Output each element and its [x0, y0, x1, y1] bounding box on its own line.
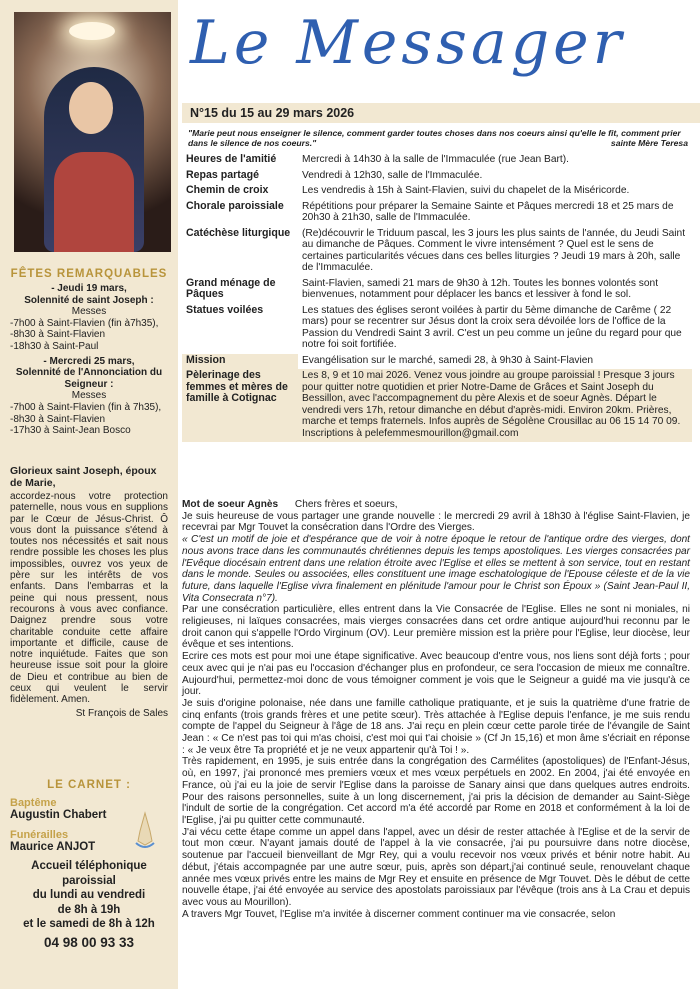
- schedule-key: Chorale paroissiale: [186, 199, 284, 212]
- schedule-value: (Re)découvrir le Triduum pascal, les 3 jours les plus saints de l'année, du Jeudi Saint au dimanche de Pâques. Comment le vivre intensément ? Quel est le sens de certaines particularités vécues dans ces belles liturgies ? Jeudi 19 mars à 20h, salle de l'Immaculée.: [302, 227, 686, 273]
- bapteme-name: Augustin Chabert: [10, 809, 107, 821]
- schedule-row: [182, 184, 692, 200]
- newsletter-title: Le Messager: [190, 8, 626, 78]
- virgin-mary-image: [14, 12, 171, 252]
- prayer-title: Glorieux saint Joseph, époux de Marie,: [0, 463, 178, 491]
- schedule-row: [182, 153, 692, 169]
- fete2-line: -8h30 à Saint-Flavien: [10, 413, 106, 425]
- schedule-key: Chemin de croix: [186, 184, 269, 196]
- schedule-value: Mercredi à 14h30 à la salle de l'Immaculée (rue Jean Bart).: [302, 154, 569, 165]
- article-paragraph: Je suis heureuse de vous partager une grande nouvelle : le mercredi 29 avril à 18h30 à l'église Saint-Flavien, je recevrai par Mgr Touvet la consécration dans l'Ordre des Vierges.: [182, 510, 690, 534]
- schedule-key: Repas partagé: [186, 168, 260, 181]
- accueil-line: paroissial: [62, 874, 116, 887]
- schedule-row: [182, 227, 692, 277]
- schedule-key: Grand ménage de Pâques: [186, 276, 276, 300]
- schedule-value: Vendredi à 12h30, salle de l'Immaculée.: [302, 169, 483, 181]
- accueil-line: et le samedi de 8h à 12h: [23, 918, 155, 930]
- article-paragraph: A travers Mgr Touvet, l'Eglise m'a invitée à discerner comment continuer ma vie consacrée, selon: [182, 908, 616, 920]
- header-quote: [188, 128, 688, 148]
- prayer-body: accordez-nous votre protection paternelle, nous vous en supplions par le Cœur de Jésus-Christ. Ô vous dont la puissance s'étend à toutes nos nécessités et sait nous rendre possible les choses les plus impossibles, ouvrez vos yeux de père sur les intérêts de vos enfants. Dans l'embarras et la peine qui nous pressent, nous recourons à vous avec confiance. Daignez prendre sous votre charitable conduite cette affaire importante et difficile, cause de notre inquiétude. Faites que son heureuse issue soit pour la gloire de Dieu et contribue au bien de ceux qui veulent le servir fidèlement. Amen.: [10, 491, 168, 706]
- fete1-line: -18h30 à Saint-Paul: [10, 340, 99, 352]
- carnet-title: LE CARNET :: [47, 779, 131, 791]
- fete1-line: -8h30 à Saint-Flavien: [10, 329, 106, 341]
- schedule-key: Pèlerinage des femmes et mères de famille à Cotignac: [182, 369, 298, 442]
- funerailles-name: Maurice ANJOT: [10, 841, 96, 853]
- article-heading: Mot de soeur Agnès: [182, 499, 279, 510]
- article-greeting: Chers frères et soeurs,: [294, 499, 398, 510]
- article-paragraph: J'ai vécu cette étape comme un appel dans l'appel, avec un désir de rester attachée à l'Eglise et de la servir de tout mon cœur. N'ayant jamais douté de l'appel à la vie consacrée, j'ai pu poursuivre dans notre diocèse, soutenue par l'accueil bienveillant de Mgr Rey, qui a voulu recevoir nos vœux privés et bénir notre habit. Au début, j'étais accompagnée par une autre sœur, puis, après son départ,j'ai continué seule, renouvelant chaque année mes vœux privés entre les mains de Mgr Rey et ensuite en présence de Mgr Touvet. Dès le début de cette nouvelle étape, j'ai été envoyée au service des apostolats paroissiaux par l'évêque (trois ans à La Crau et depuis avec vous au Mourillon).: [182, 826, 690, 908]
- schedule-row: [182, 169, 692, 185]
- schedule-value: Saint-Flavien, samedi 21 mars de 9h30 à 12h. Toutes les bonnes volontés sont bienvenues, notamment pour déplacer les bancs et lessiver à fond le sol.: [302, 277, 659, 300]
- schedule-value: Les vendredis à 15h à Saint-Flavien, suivi du chapelet de la Miséricorde.: [302, 185, 630, 196]
- article: [182, 499, 690, 920]
- schedule-key: Statues voilées: [186, 303, 264, 316]
- schedule-row: [182, 369, 692, 442]
- fete1-sub: Solennité de saint Joseph :: [24, 294, 154, 306]
- schedule-row: [182, 200, 692, 227]
- schedule-key: Catéchèse liturgique: [186, 226, 291, 239]
- schedule-value: Les 8, 9 et 10 mai 2026. Venez vous joindre au groupe paroissial ! Presque 3 jours pour quitter notre quotidien et prier Notre-Dame de Grâces et Saint Joseph du Bessillon, avec l'accompagnement du père Alexis et de soeur Agnès. Départ le vendredi vers 17h, retour dimanche en début d'après-midi. Environ 20km. Prières, marche et temps fraternels. Infos auprès de Ségolène Crousillac au 06 15 14 70 09. Inscriptions à pelefemmesmourillon@gmail.com: [298, 369, 692, 442]
- carnet-box: [0, 775, 178, 989]
- schedule-table: [182, 153, 692, 442]
- praying-hands-icon: [132, 811, 158, 849]
- accueil-line: du lundi au vendredi: [32, 889, 146, 901]
- accueil-line: de 8h à 19h: [57, 903, 121, 916]
- fete1-line: -7h00 à Saint-Flavien (fin à7h35),: [10, 317, 159, 329]
- schedule-key: Mission: [182, 354, 298, 370]
- fete2-line: -17h30 à Saint-Jean Bosco: [10, 425, 131, 437]
- schedule-value: Evangélisation sur le marché, samedi 28, à 9h30 à Saint-Flavien: [298, 354, 692, 370]
- schedule-key: Heures de l'amitié: [186, 153, 277, 165]
- issue-bar: N°15 du 15 au 29 mars 2026: [182, 103, 700, 123]
- article-paragraph: Ecrire ces mots est pour moi une étape significative. Avec beaucoup d'entre vous, nos liens sont déjà forts ; pour ceux avec qui je n'ai pas eu l'occasion d'échanger plus en profondeur, ce sera l'occasion de mieux me connaître. Aujourd'hui, permettez-moi donc de vous témoigner comment je vois que le Seigneur a guidé ma vie jusqu'à ce jour.: [182, 651, 690, 698]
- schedule-row: [182, 277, 692, 304]
- prayer-author: St François de Sales: [75, 707, 168, 719]
- phone-number[interactable]: 04 98 00 93 33: [43, 934, 135, 950]
- fetes-title: FÊTES REMARQUABLES: [10, 268, 168, 280]
- fete2-title: - Mercredi 25 mars,: [43, 355, 135, 367]
- article-paragraph: Je suis d'origine polonaise, née dans une famille catholique pratiquante, et je suis la quatrième d'une fratrie de cinq enfants (trois grands frères et une petite sœur). Très attachée à l'Eglise depuis l'enfance, je me suis rendu compte de l'appel du Seigneur à l'âge de 18 ans. J'ai reçu en plein cœur cette parole tirée de l'évangile de Saint Jean : « Ce n'est pas toi qui m'as choisi, c'est moi qui t'ai choisie » (Cf Jn 15,16) et mon âme s'écriait en réponse : « Je veux être Ta propriété et je ne veux appartenir qu'à Toi ! ».: [182, 697, 690, 756]
- fete2-line: -7h00 à Saint-Flavien (fin à 7h35),: [10, 401, 162, 413]
- quote-author: sainte Mère Teresa: [610, 138, 688, 148]
- schedule-value: Répétitions pour préparer la Semaine Sainte et Pâques mercredi 18 et 25 mars de 20h30 à 21h30, salle de l'Immaculée.: [302, 200, 674, 223]
- schedule-row: [182, 304, 692, 354]
- fete1-title: - Jeudi 19 mars,: [51, 283, 127, 294]
- bapteme-label: Baptême: [10, 797, 57, 809]
- article-quote: « C'est un motif de joie et d'espérance que de voir à notre époque le retour de l'antique ordre des vierges, dont nous avons trace dans les communautés chrétiennes depuis les temps apostoliques. Les vierges consacrées par l'Evêque diocésain entrent dans une relation étroite avec l'Eglise et elles se mettent à son service, tout en restant dans le monde. Seules ou associées, elles constituent une image eschatologique de l'Epouse céleste et de la vie future, dans laquelle l'Eglise vivra finalement en plénitude l'amour pour le Christ son Époux » (Saint Jean-Paul II, Vita Consecrata n°7).: [182, 534, 690, 604]
- article-paragraph: Très rapidement, en 1995, je suis entrée dans la congrégation des Carmélites (apostoliques) de l'Enfant-Jésus, où, en 1997, j'ai prononcé mes premiers vœux et mes vœux perpétuels en 2002. En 2004, j'ai été envoyée en France, où j'ai eu la joie de servir l'Eglise dans la paroisse de Sanary ainsi que dans quelques autres endroits. Pour des raisons personnelles, suite à un long discernement, j'ai pris la décision de demander au Saint-Siège l'indult de sortie de la congrégation. Cet accord m'a été accordé par Rome en 2018 et conformément à la loi de l'Eglise, j'ai pu quitter cette communauté.: [182, 756, 690, 826]
- dove-icon: [69, 22, 115, 40]
- quote-text: "Marie peut nous enseigner le silence, comment garder toutes choses dans nos coeurs ainsi qu'elle le fit, comment prier dans le silence de nos coeurs.": [188, 128, 681, 148]
- fete1-messes: Messes: [71, 306, 107, 318]
- fete2-sub: Solennité de l'Annonciation du Seigneur :: [15, 367, 163, 390]
- accueil-line: Accueil téléphonique: [31, 860, 147, 872]
- sidebar: [0, 0, 178, 989]
- schedule-value: Les statues des églises seront voilées à partir du 5ème dimanche de Carême ( 22 mars) pour se recentrer sur Jésus dont la croix sera dévoilée lors de l'office de la Passion du Vendredi Saint 3 avril. C'est un peu comme un jeûne du regard pour que notre foi soit fortifiée.: [302, 304, 682, 350]
- article-paragraph: Par une consécration particulière, elles entrent dans la Vie Consacrée de l'Eglise. Elles ne sont ni moniales, ni religieuses, ni laïques consacrées, mais vierges consacrées dans cet ordre antique aujourd'hui reconnu par le droit canon qui s'appelle l'Ordo Virginum (OV). Leur première mission est la prière pour l'Eglise, leur diocèse, leur évêque et ses intentions.: [182, 604, 690, 651]
- funerailles-label: Funérailles: [10, 829, 69, 841]
- schedule-row: [182, 354, 692, 370]
- fete2-messes: Messes: [71, 390, 107, 402]
- accueil-block: [0, 859, 178, 950]
